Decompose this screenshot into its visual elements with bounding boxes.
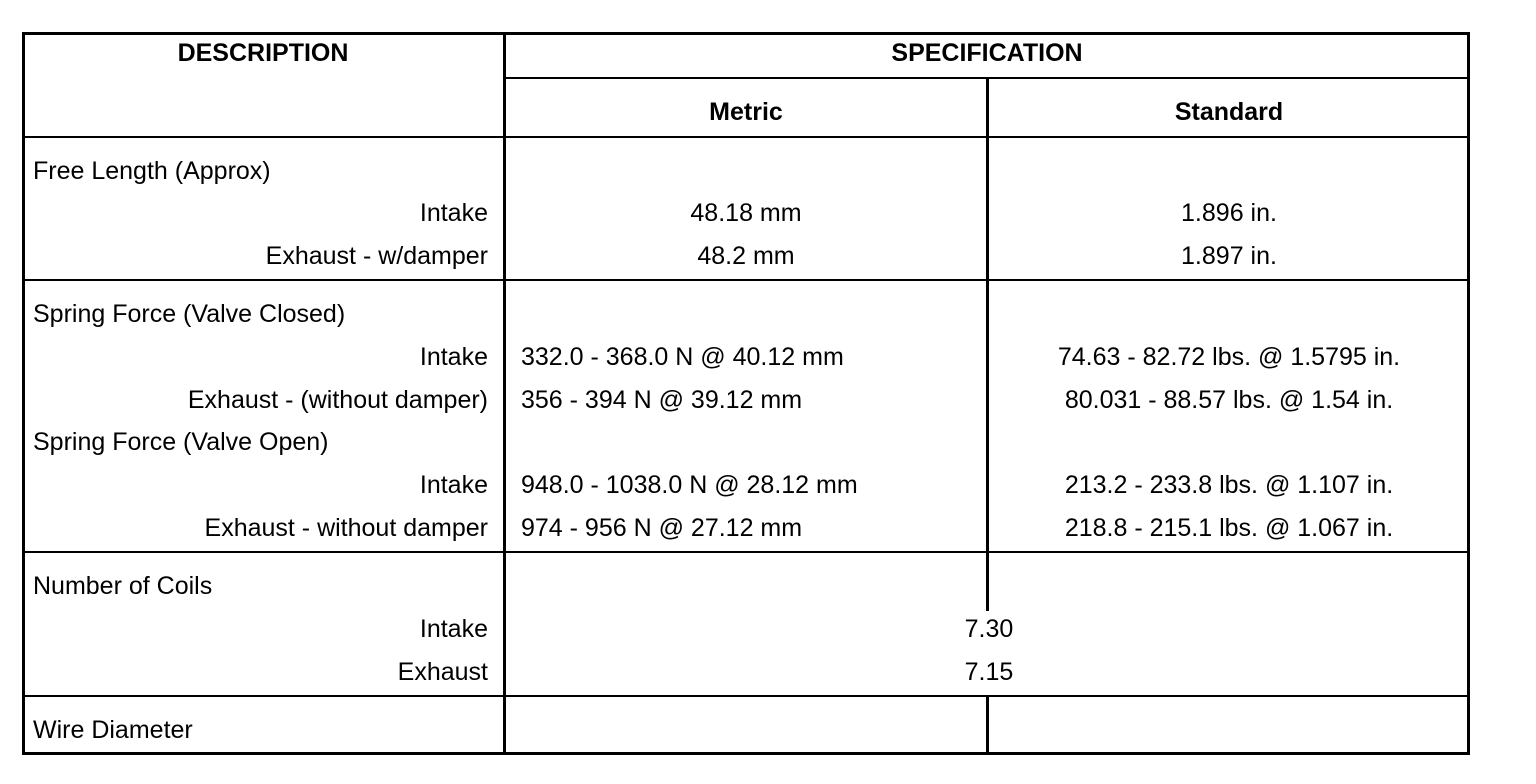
row-value: 7.30 — [964, 615, 1014, 643]
row-label: Intake — [419, 199, 488, 227]
divider-header — [22, 136, 1470, 138]
row-metric: 48.2 mm — [697, 242, 795, 270]
header-description: DESCRIPTION — [177, 39, 349, 67]
row-metric: 48.18 mm — [690, 199, 802, 227]
section-title-coils: Number of Coils — [33, 572, 213, 600]
row-label: Exhaust - (without damper) — [187, 386, 488, 414]
row-metric: 356 - 394 N @ 39.12 mm — [521, 386, 803, 414]
divider-description-col — [503, 32, 506, 755]
row-label: Exhaust - without damper — [204, 514, 488, 542]
row-label: Intake — [419, 343, 488, 371]
row-label: Exhaust — [397, 658, 488, 686]
section-title-free-length: Free Length (Approx) — [33, 157, 271, 185]
row-metric: 948.0 - 1038.0 N @ 28.12 mm — [521, 471, 858, 499]
row-standard: 1.896 in. — [1181, 199, 1277, 227]
section-title-wire-diameter: Wire Diameter — [33, 716, 193, 744]
row-standard: 213.2 - 233.8 lbs. @ 1.107 in. — [1064, 471, 1394, 499]
row-metric: 974 - 956 N @ 27.12 mm — [521, 514, 803, 542]
row-standard: 80.031 - 88.57 lbs. @ 1.54 in. — [1064, 386, 1394, 414]
row-standard: 218.8 - 215.1 lbs. @ 1.067 in. — [1064, 514, 1394, 542]
divider-spring-force — [22, 551, 1470, 553]
header-standard: Standard — [1174, 98, 1284, 126]
row-value: 7.15 — [964, 658, 1014, 686]
row-label: Intake — [419, 471, 488, 499]
divider-free-length — [22, 279, 1470, 281]
section-title-spring-closed: Spring Force (Valve Closed) — [33, 300, 346, 328]
divider-coils — [22, 695, 1470, 697]
section-title-spring-open: Spring Force (Valve Open) — [33, 428, 329, 456]
header-metric: Metric — [709, 98, 783, 126]
divider-metric-col-lower — [986, 696, 989, 755]
row-standard: 74.63 - 82.72 lbs. @ 1.5795 in. — [1057, 343, 1401, 371]
row-label: Intake — [419, 615, 488, 643]
header-specification: SPECIFICATION — [891, 39, 1083, 67]
row-metric: 332.0 - 368.0 N @ 40.12 mm — [521, 343, 844, 371]
row-standard: 1.897 in. — [1181, 242, 1277, 270]
row-label: Exhaust - w/damper — [265, 242, 488, 270]
